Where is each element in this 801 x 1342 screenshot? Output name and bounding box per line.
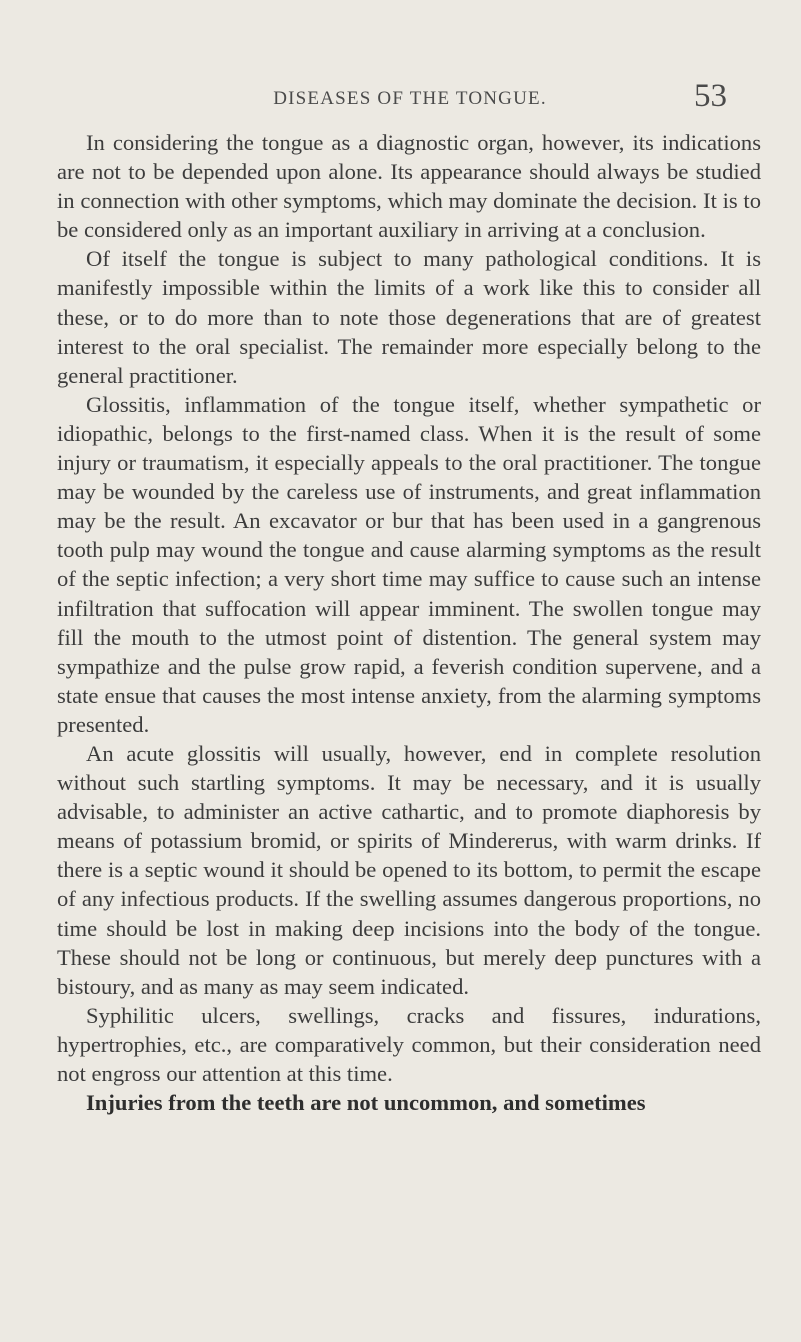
- paragraph-2: Of itself the tongue is subject to many pathological conditions. It is manifestly impossible within the limits of a work like this to consider all these, or to do more than to note those degenerations that are of greatest interest to the oral specialist. The remainder more especially belong to the general practitioner.: [57, 246, 761, 388]
- body-text: [57, 128, 761, 1117]
- paragraph-6: Injuries from the teeth are not uncommon, and sometimes: [86, 1090, 646, 1116]
- running-head: DISEASES OF THE TONGUE.: [273, 88, 547, 109]
- paragraph-4: An acute glossitis will usually, however, end in complete resolution without such startling symptoms. It may be necessary, and it is usually advisable, to administer an active cathartic, and to promote diaphoresis by means of potassium bromid, or spirits of Mindererus, with warm drinks. If there is a septic wound it should be opened to its bottom, to permit the escape of any infectious products. If the swelling assumes dangerous proportions, no time should be lost in making deep incisions into the body of the tongue. These should not be long or continuous, but merely deep punctures with a bistoury, and as many as may seem indicated.: [57, 740, 761, 999]
- paragraph-5: Syphilitic ulcers, swellings, cracks and fissures, indurations, hypertrophies, etc., are comparatively common, but their consideration need not engross our attention at this time.: [57, 1002, 761, 1086]
- page-number: 53: [694, 78, 727, 114]
- paragraph-3: Glossitis, inflammation of the tongue itself, whether sympathetic or idiopathic, belongs to the first-named class. When it is the result of some injury or traumatism, it especially appeals to the oral practitioner. The tongue may be wounded by the careless use of instruments, and great inflammation may be the result. An excavator or bur that has been used in a gangrenous tooth pulp may wound the tongue and cause alarming symptoms as the result of the septic infection; a very short time may suffice to cause such an intense infiltration that suffocation will appear imminent. The swollen tongue may fill the mouth to the utmost point of distention. The general system may sympathize and the pulse grow rapid, a feverish condition supervene, and a state ensue that causes the most intense anxiety, from the alarming symptoms presented.: [57, 391, 761, 737]
- paragraph-1: In considering the tongue as a diagnostic organ, however, its indications are not to be depended upon alone. Its appearance should always be studied in connection with other symptoms, which may dominate the decision. It is to be considered only as an important auxiliary in arriving at a conclusion.: [57, 130, 761, 243]
